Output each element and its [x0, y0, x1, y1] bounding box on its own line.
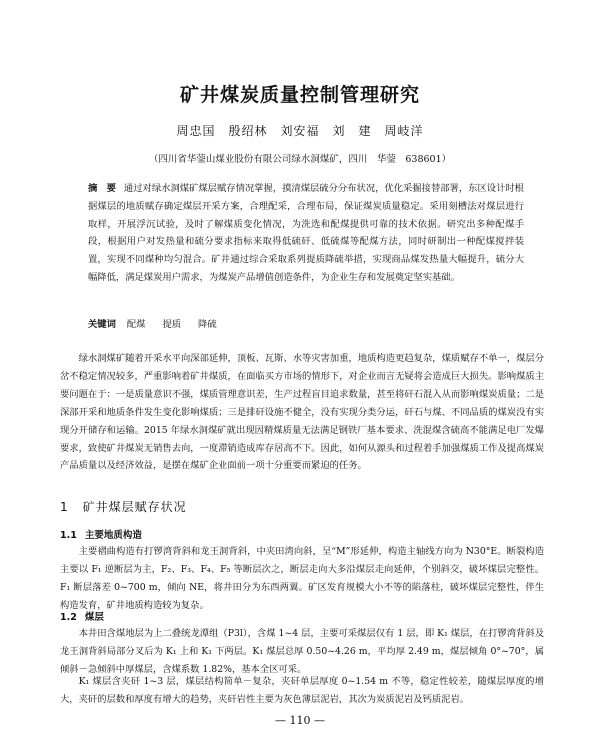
section-title: 矿井煤层赋存状况	[82, 500, 187, 514]
section-number: 1	[60, 500, 69, 514]
page-number: — 110 —	[275, 714, 325, 727]
keyword: 降硫	[198, 319, 217, 330]
subsection-number: 1.1	[60, 530, 77, 541]
section-heading	[60, 498, 187, 515]
affiliation: （四川省华蓥山煤业股份有限公司绿水洞煤矿，四川 华蓥 638601）	[148, 154, 452, 165]
subsection-title: 煤层	[84, 612, 104, 623]
body-paragraph: K₁ 煤层含夹矸 1~3 层，煤层结构简单－复杂，夹矸单层厚度 0~1.54 m 不等，稳定性较差，随煤层厚度的增大，夹矸的层数和厚度有增大的趋势，夹矸岩性主要为灰色薄层泥岩，其次为炭质泥岩及钙质泥岩。	[60, 676, 544, 705]
keywords	[88, 316, 524, 333]
author-list: 周忠国 殷绍林 刘安福 刘 建 周岐洋	[176, 124, 424, 138]
abstract-label: 摘 要	[88, 183, 116, 194]
subsection-heading	[60, 527, 142, 541]
body-paragraph: 主要褶曲构造有打锣湾背斜和龙王洞背斜，中夹田湾向斜，呈“M”形延伸，构造主轴线方向为 N30°E。断裂构造主要以 F₁ 逆断层为主，F₂、F₃、F₄、F₅ 等断层次之，断层走向大多沿煤层走向延伸，个别斜交，破坏煤层完整性。F₁ 断层落差 0~700 m，倾向 NE，将井田分为东西两翼。矿区发育规模大小不等的陷落柱，破坏煤层完整性，伴生构造发育，矿井地质构造较为复杂。	[60, 546, 544, 611]
keyword: 配煤	[126, 319, 146, 330]
subsection-number: 1.2	[60, 612, 77, 623]
keywords-label: 关键词	[88, 319, 116, 330]
subsection-heading	[60, 609, 104, 623]
intro-paragraph: 绿水洞煤矿随着开采水平向深部延伸，顶板、瓦斯、水等灾害加重，地质构造更趋复杂，煤质赋存不单一，煤层分岔不稳定情况较多，严重影响着矿井煤质，在面临买方市场的情形下，对企业而言无疑将会造成巨大损失。影响煤质主要问题在于：一是质量意识不强，煤质管理意识差，生产过程盲目追求数量，甚至将矸石混入从而影响煤炭质量；二是深部开采和地质条件发生变化影响煤质；三是排矸设施不健全，没有实现分类分运，矸石与煤、不同品质的煤炭没有实现分开储存和运输。2015 年绿水洞煤矿就出现因精煤质量无法满足钢铁厂基本要求、洗混煤含硫高不能满足电厂发爆要求，致使矿井煤炭无销售去向，一度滞销造成库存居高不下。因此，如何从源头和过程着手加强煤质工作及提高煤炭产品质量以及经济效益，是摆在煤矿企业面前一项十分重要而紧迫的任务。	[60, 353, 544, 472]
keyword: 提质	[162, 319, 182, 330]
body-paragraph: 本井田含煤地层为上二叠统龙潭组（P3l），含煤 1~4 层，主要可采煤层仅有 1 层，即 K₁ 煤层，在打锣湾背斜及龙王洞背斜局部分叉后为 K₁ 上和 K₁ 下两层。K₁ 煤层总厚 0.50~4.26 m，平均厚 2.49 m，煤层倾角 0°~70°，属倾斜－急倾斜中厚煤层，含煤系数 1.82%，基本全区可采。	[60, 628, 544, 675]
subsection-title: 主要地质构造	[84, 530, 142, 541]
paper-title: 矿井煤炭质量控制管理研究	[179, 84, 420, 106]
abstract	[88, 180, 524, 287]
abstract-text: 通过对绿水洞煤矿煤层赋存情况掌握，摸清煤层硫分分布状况，优化采掘接替部署，东区设计时根据煤层的地质赋存确定煤层开采方案，合理配采，合理布局，保证煤炭质量稳定。采用刻槽法对煤层进行取样，开展浮沉试验，及时了解煤质变化情况，为洗选和配煤提供可靠的技术依据。研究出多种配煤手段，根据用户对发热量和硫分要求指标来取得低硫矸、低硫煤等配煤方法，同时研制出一种配煤搅拌装置，实现不同煤种均匀混合。矿井通过综合采取系列提质降硫举措，实现商品煤发热量大幅提升，硫分大幅降低，满足煤炭用户需求，为煤炭产品增值创造条件，为企业生存和发展奠定坚实基础。	[88, 183, 524, 283]
